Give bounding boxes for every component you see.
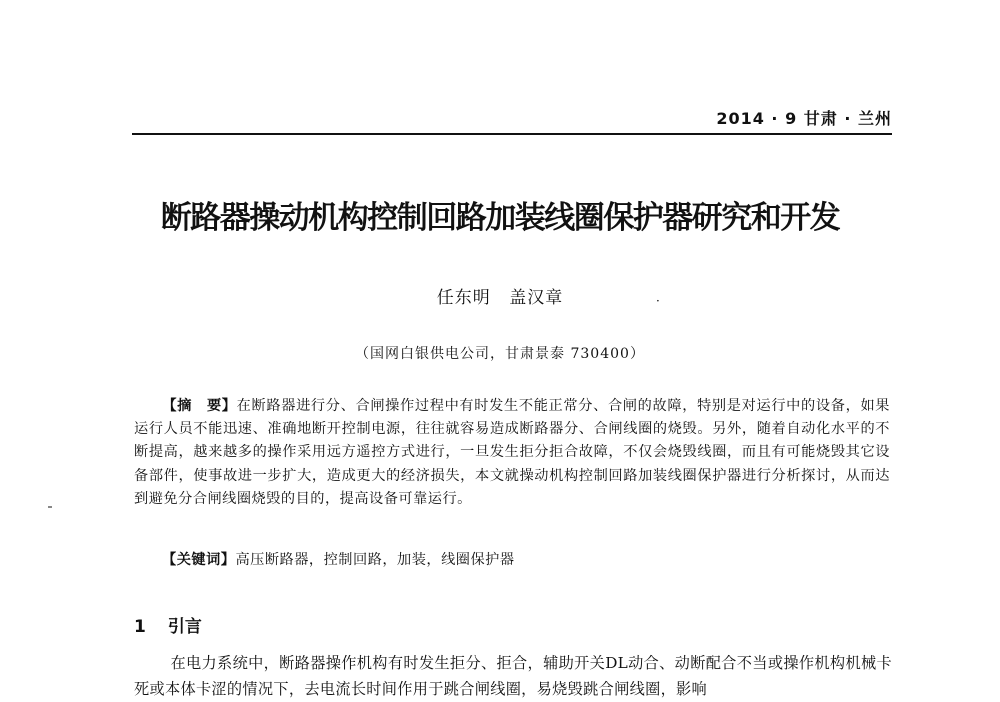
abstract-text: 在断路器进行分、合闸操作过程中有时发生不能正常分、合闸的故障，特别是对运行中的设备，如果运行人员不能迅速、准确地断开控制电源，往往就容易造成断路器分、合闸线圈的烧毁。另外，随着自动化水平的不断提高，越来越多的操作采用远方遥控方式进行，一旦发生拒分拒合故障，不仅会烧毁线圈，而且有可能烧毁其它设备部件，使事故进一步扩大，造成更大的经济损失，本文就操动机构控制回路加装线圈保护器进行分析探讨，从而达到避免分合闸线圈烧毁的目的，提高设备可靠运行。 (134, 398, 890, 507)
scan-mark: · (656, 294, 660, 308)
author-list (0, 283, 1000, 308)
header-rule (132, 133, 892, 135)
abstract-label: 【摘 要】 (162, 398, 237, 414)
author-name: 任东明 (436, 288, 491, 308)
section-body-text: 在电力系统中，断路器操作机构有时发生拒分、拒合，辅助开关DL动合、动断配合不当或操作机构机械卡死或本体卡涩的情况下，去电流长时间作用于跳合闸线圈，易烧毁跳合闸线圈，影响 (134, 654, 892, 698)
author-name: 盖汉章 (509, 288, 564, 308)
abstract (134, 395, 890, 511)
section-number: 1 (134, 617, 146, 637)
paper-title: 断路器操动机构控制回路加装线圈保护器研究和开发 (160, 200, 840, 236)
section-title: 引言 (167, 617, 202, 637)
running-header: 2014 · 9 甘肃 · 兰州 (716, 109, 892, 128)
keywords-label: 【关键词】 (162, 552, 236, 568)
keywords-text: 高压断路器，控制回路，加装，线圈保护器 (235, 552, 515, 568)
scan-speck (48, 506, 52, 508)
section-heading (134, 612, 202, 637)
affiliation: （国网白银供电公司，甘肃景泰 730400） (355, 346, 645, 362)
keywords (162, 549, 515, 569)
